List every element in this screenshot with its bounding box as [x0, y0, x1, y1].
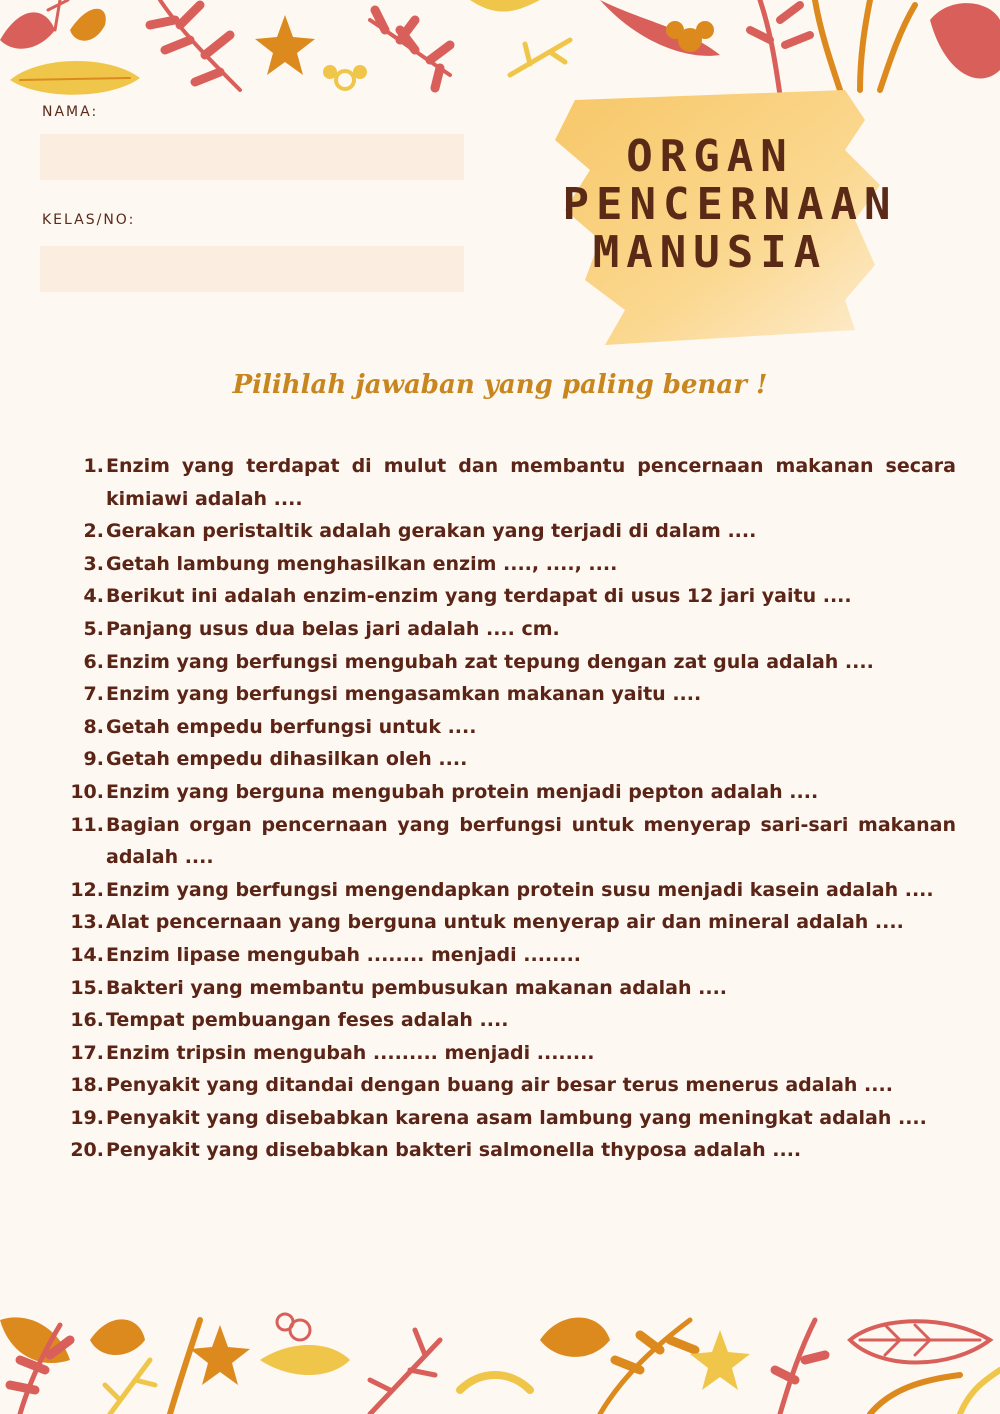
question-list: [60, 450, 956, 1167]
question-item: [60, 515, 956, 548]
question-item: [60, 972, 956, 1005]
bottom-leaf-decoration: [0, 1300, 1000, 1414]
question-number: 13.: [70, 911, 104, 934]
question-text: Enzim yang berguna mengubah protein menjadi pepton adalah ....: [106, 780, 819, 803]
name-input-box[interactable]: [40, 134, 464, 180]
instruction-text: Pilihlah jawaban yang paling benar !: [232, 370, 768, 400]
title-line-2: PENCERNAAN: [562, 179, 898, 230]
question-item: [60, 450, 956, 515]
name-label: NAMA:: [42, 104, 99, 120]
question-item: [60, 678, 956, 711]
question-number: 12.: [70, 878, 104, 901]
question-number: 10.: [70, 780, 104, 803]
question-text: Enzim lipase mengubah ........ menjadi ........: [106, 943, 582, 966]
question-item: [60, 743, 956, 776]
question-text: Enzim yang berfungsi mengendapkan protein susu menjadi kasein adalah ....: [106, 878, 934, 901]
question-text: Gerakan peristaltik adalah gerakan yang terjadi di dalam ....: [106, 520, 757, 543]
question-text: Panjang usus dua belas jari adalah .... cm.: [106, 617, 560, 640]
question-item: [60, 646, 956, 679]
question-text: Tempat pembuangan feses adalah ....: [106, 1009, 509, 1032]
question-text: Penyakit yang disebabkan karena asam lambung yang meningkat adalah ....: [106, 1106, 927, 1129]
question-text: Getah empedu berfungsi untuk ....: [106, 715, 477, 738]
title-line-3: MANUSIA: [592, 227, 828, 278]
question-item: [60, 906, 956, 939]
question-item: [60, 1037, 956, 1070]
question-text: Getah empedu dihasilkan oleh ....: [106, 748, 468, 771]
question-text: Bagian organ pencernaan yang berfungsi untuk menyerap sari-sari makanan adalah ....: [106, 813, 956, 869]
title-line-1: ORGAN: [626, 131, 794, 182]
class-label: KELAS/NO:: [42, 212, 136, 228]
question-text: Berikut ini adalah enzim-enzim yang terdapat di usus 12 jari yaitu ....: [106, 585, 852, 608]
question-text: Enzim yang berfungsi mengubah zat tepung dengan zat gula adalah ....: [106, 650, 874, 673]
question-item: [60, 711, 956, 744]
question-number: 4.: [83, 585, 104, 608]
question-number: 20.: [70, 1139, 104, 1162]
question-item: [60, 874, 956, 907]
question-number: 6.: [83, 650, 104, 673]
question-text: Getah lambung menghasilkan enzim ...., ...., ....: [106, 552, 618, 575]
question-number: 11.: [70, 813, 104, 836]
question-number: 19.: [70, 1106, 104, 1129]
question-item: [60, 939, 956, 972]
question-number: 2.: [83, 520, 104, 543]
question-text: Bakteri yang membantu pembusukan makanan adalah ....: [106, 976, 728, 999]
question-number: 7.: [83, 683, 104, 706]
question-item: [60, 1102, 956, 1135]
question-item: [60, 1004, 956, 1037]
question-number: 3.: [83, 552, 104, 575]
question-text: Enzim yang berfungsi mengasamkan makanan yaitu ....: [106, 683, 702, 706]
question-text: Alat pencernaan yang berguna untuk menyerap air dan mineral adalah ....: [106, 911, 904, 934]
question-text: Penyakit yang ditandai dengan buang air besar terus menerus adalah ....: [106, 1074, 893, 1097]
question-item: [60, 613, 956, 646]
class-input-box[interactable]: [40, 246, 464, 292]
question-number: 9.: [83, 748, 104, 771]
question-item: [60, 776, 956, 809]
question-number: 1.: [83, 455, 104, 477]
question-item: [60, 1134, 956, 1167]
question-text: Penyakit yang disebabkan bakteri salmonella thyposa adalah ....: [106, 1139, 802, 1162]
question-item: [60, 548, 956, 581]
question-number: 5.: [83, 617, 104, 640]
question-text: Enzim tripsin mengubah ......... menjadi ........: [106, 1041, 595, 1064]
question-item: [60, 809, 956, 874]
question-item: [60, 580, 956, 613]
question-number: 8.: [83, 715, 104, 738]
question-number: 16.: [70, 1009, 104, 1032]
question-text: Enzim yang terdapat di mulut dan membantu pencernaan makanan secara kimiawi adalah ....: [106, 455, 956, 510]
question-number: 18.: [70, 1074, 104, 1097]
question-number: 14.: [70, 943, 104, 966]
question-number: 17.: [70, 1041, 104, 1064]
question-item: [60, 1069, 956, 1102]
question-number: 15.: [70, 976, 104, 999]
